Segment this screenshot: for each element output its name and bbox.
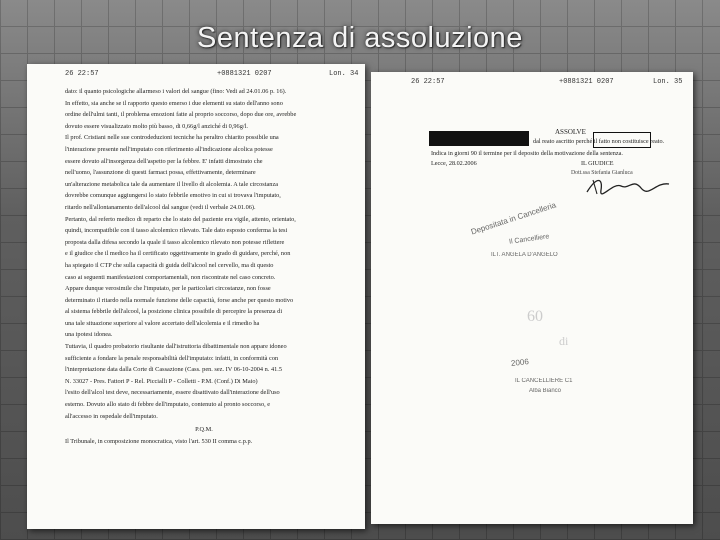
sentence-line: dovrebbe comunque aggiungersi lo stato febbrile emotivo in cui si trovava l'imputato, <box>65 192 281 200</box>
sentence-line: ritardo nell'allontanamento dell'alcool dal sangue (vedi il verbale 24.01.06). <box>65 203 256 211</box>
pqm-heading: P.Q.M. <box>195 426 213 434</box>
fax-header-left: 26 22:57 <box>65 70 99 78</box>
sentence-line: nell'uomo, l'assunzione di questi farmaci possa, effettivamente, determinare <box>65 169 256 177</box>
judge-title: IL GIUDICE <box>581 160 614 167</box>
faded-text-fragment: 60 <box>527 308 543 325</box>
sentence-line: sufficiente a fondare la penale responsabilità dell'imputato: infatti, in conformità con <box>65 354 279 362</box>
final-provision: Il Tribunale, in composizione monocratica, visto l'art. 530 II comma c.p.p. <box>65 437 253 445</box>
stamp-cancelliere-c1: IL CANCELLIERE C1 <box>515 378 573 384</box>
sentence-line: un'alterazione metabolica tale da aumentare il livello di alcolemia. A tale circostanza <box>65 180 279 188</box>
sentence-line: determinato il ritardo nella normale funzione delle capacità, forse anche per questo motivo <box>65 296 294 304</box>
stamp-cancelliere: Il Cancelliere <box>508 233 550 246</box>
assolve-label: ASSOLVE <box>555 128 586 136</box>
faded-text-fragment: di <box>559 334 569 348</box>
document-page-left <box>27 64 365 529</box>
judge-signature-icon <box>583 172 673 198</box>
sentence-line: una tale situazione superiore al valore accertato dell'alcolemia e il rimedio ha <box>65 319 260 327</box>
fax-header-left: 26 22:57 <box>411 78 445 86</box>
judge-name: Dott.ssa Stefania Gianluca <box>571 170 633 176</box>
redaction-bar <box>429 131 529 146</box>
sentence-line: ordine dell'ulmi tanti, il problema emozioni fatte al proprio soccorso, dopo due ore, avrebbe <box>65 111 297 119</box>
fax-header-center: +0881321 0207 <box>217 70 272 78</box>
document-page-right <box>371 72 693 524</box>
sentence-line: una ipotesi idonea. <box>65 331 113 339</box>
sentence-line: essere dovuto all'insorgenza dell'aspetto per la febbre. E' infatti dimostrato che <box>65 157 263 165</box>
sentence-body-text <box>65 86 343 447</box>
sentence-line: Pertanto, dal referto medico di reparto che lo stato del paziente era vigile, attento, orientato, <box>65 215 296 223</box>
stamp-alba: Alba Bianco <box>529 388 562 394</box>
sentence-line: al sistema febbrile dell'alcool, la posizione clinica possibile di percepire la presenza di <box>65 308 283 316</box>
stamp-year: 2006 <box>510 357 530 368</box>
date-line: Lecce, 28.02.2006 <box>431 160 477 167</box>
deposit-line: Indica in giorni 90 il termine per il deposito della motivazione della sentenza. <box>431 150 623 157</box>
sentence-line: l'esito dell'alcol test deve, necessariamente, essere disattivato dall'interazione dell'uso <box>65 389 280 397</box>
sentence-line: Tuttavia, il quadro probatorio risultante dall'istruttoria dibattimentale non appare idoneo <box>65 343 287 351</box>
sentence-line: l'interpretazione data dalla Corte di Cassazione (Cass. pen. sez. IV 06-10-2004 n. 41.5 <box>65 366 282 374</box>
sentence-line: l'interazione presente nell'imputato con riferimento all'indicazione alcolica potesse <box>65 145 273 153</box>
sentence-line: e il giudice che il medico ha il certificato oggettivamente in grado di guidare, perché, non <box>65 250 291 258</box>
sentence-line: ha spiegato il CTP che sulla capacità di guida dell'alcool nel cervello, ma di questo <box>65 261 274 269</box>
slide-title: Sentenza di assoluzione <box>197 22 523 54</box>
stamp-deposited: Depositata in Cancelleria <box>469 200 558 237</box>
stamp-clerk-name: ILT. ANGELA D'ANGELO <box>491 252 558 258</box>
sentence-line: dovuto essere visualizzato molto più basso, di 0,66g/l anziché di 0,96g/l. <box>65 122 248 130</box>
sentence-line: esterno. Dovuto allo stato di febbre dell'imputato, contenuto al pronto soccorso, e <box>65 401 271 409</box>
sentence-line: all'accesso in ospedale dell'imputato. <box>65 412 158 420</box>
sentence-line: proposta dalla difesa secondo la quale il tasso alcolemico rilevato non potesse riflettere <box>65 238 285 246</box>
fax-header-right: Lon. 34 <box>329 70 359 78</box>
verdict-line: dal reato ascritto perché il fatto non costituisce reato. <box>533 138 665 145</box>
sentence-line: caso ai seguenti manifestazioni comportamentali, non riscontrate nel caso concreto. <box>65 273 276 281</box>
fax-header-center: +0881321 0207 <box>559 78 614 86</box>
sentence-line: In effetto, sia anche se il rapporto questo emerso i due elementi su stato dell'anno sono <box>65 99 283 107</box>
sentence-line: Il prof. Cristiani nelle sue controdeduzioni tecniche ha peraltro chiarito possibile una <box>65 134 279 142</box>
sentence-line: quindi, incompatibile con il tasso alcolemico rilevato. Tale dato esposto conferma la tesi <box>65 227 288 235</box>
fax-header-right: Lon. 35 <box>653 78 683 86</box>
sentence-line: Appare dunque verosimile che l'imputato, per le particolari circostanze, non fosse <box>65 285 271 293</box>
sentence-lines <box>65 86 343 422</box>
sentence-line: dato: il quanto psicologiche allarmeso i valori del sangue (fino: Vedi ad 24.01.06 p. 16). <box>65 88 287 95</box>
sentence-line: N. 33027 - Pres. Fattori P - Rel. Piccialli P - Colletti - P.M. (Conf.) Di Maio) <box>65 377 258 385</box>
